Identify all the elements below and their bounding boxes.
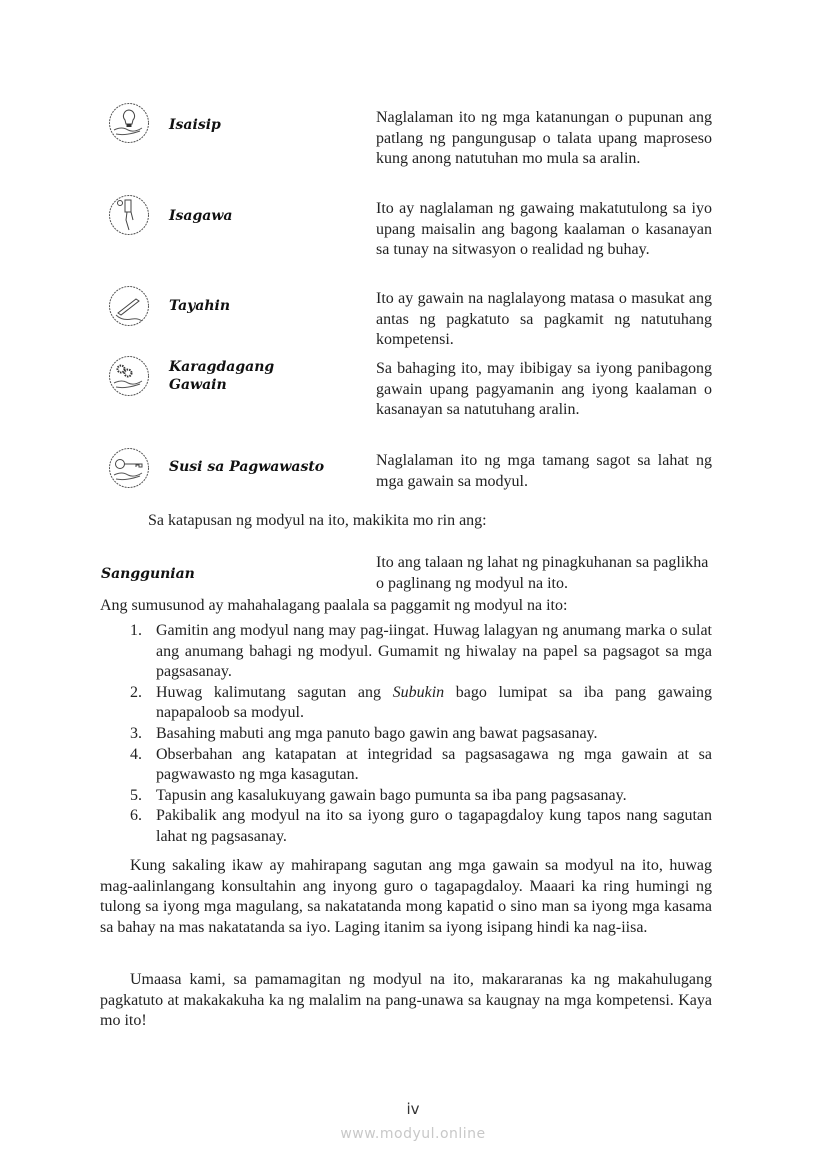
- section-isaisip: [100, 100, 712, 190]
- list-item: 5. Tapusin ang kasalukuyang gawain bago pumunta sa iba pang pagsasanay.: [130, 786, 627, 804]
- section-description: Naglalaman ito ng mga tamang sagot sa lahat ng mga gawain sa modyul.: [376, 452, 712, 490]
- gears-hand-icon: [108, 355, 150, 397]
- section-label: Sanggunian: [101, 566, 195, 582]
- hand-tools-icon: [108, 194, 150, 236]
- section-description: Naglalaman ito ng mga katanungan o pupunan ang patlang ng pangungusap o talata upang maproseso kung anong natutuhan mo mula sa aralin.: [376, 109, 712, 168]
- closing-paragraph: Umaasa kami, sa pamamagitan ng modyul na ito, makararanas ka ng makahulugang pagkatuto at makakakuha ka ng malalim na pang-unawa sa kaugnay na mga kompetensi. Kaya mo ito!: [100, 971, 712, 1030]
- section-description: Sa bahaging ito, may ibibigay sa iyong panibagong gawain upang pagyamanin ang iyong kaalaman o kasanayan sa natutuhang aralin.: [376, 360, 712, 419]
- section-label: Susi sa Pagwawasto: [169, 459, 325, 475]
- list-item: 2. Huwag kalimutang sagutan ang Subukin bago lumipat sa iba pang gawaing napapaloob sa modyul.: [130, 683, 713, 722]
- key-hand-icon: [108, 447, 150, 489]
- section-isagawa: [100, 192, 712, 282]
- section-susi-sa-pagwawasto: [100, 447, 712, 497]
- reminders-list: [100, 621, 712, 848]
- section-label: Karagdagang Gawain: [169, 359, 275, 393]
- end-intro: Sa katapusan ng modyul na ito, makikita mo rin ang:: [148, 512, 487, 529]
- list-item: 3. Basahing mabuti ang mga panuto bago gawin ang bawat pagsasanay.: [130, 724, 598, 742]
- section-description: Ito ay naglalaman ng gawaing makatutulong sa iyo upang maisalin ang bagong kaalaman o kasanayan sa tunay na sitwasyon o realidad ng buhay.: [376, 200, 712, 259]
- section-description: Ito ay gawain na naglalayong matasa o masukat ang antas ng pagkatuto sa pagkamit ng natutuhang kompetensi.: [376, 290, 712, 349]
- section-sanggunian: [100, 553, 712, 597]
- section-description: Ito ang talaan ng lahat ng pinagkuhanan sa paglikha o paglinang ng modyul na ito.: [376, 554, 709, 592]
- section-label: Isagawa: [169, 208, 233, 224]
- section-label: Isaisip: [169, 117, 221, 133]
- list-item: 1. Gamitin ang modyul nang may pag-iingat. Huwag lalagyan ng anumang marka o sulat ang anumang bahagi ng modyul. Gumamit ng hiwalay na papel sa pagsagot sa mga pagsasanay.: [130, 622, 712, 681]
- lightbulb-hand-icon: [108, 102, 150, 144]
- section-label: Tayahin: [169, 298, 231, 314]
- section-tayahin: [100, 285, 712, 355]
- page-number: iv: [406, 1100, 420, 1118]
- list-item: 4. Obserbahan ang katapatan at integridad sa pagsasagawa ng mga gawain at sa pagwawasto ng mga kasagutan.: [130, 745, 712, 784]
- reminders-intro: Ang sumusunod ay mahahalagang paalala sa paggamit ng modyul na ito:: [100, 597, 568, 614]
- section-karagdagang-gawain: [100, 355, 712, 450]
- list-item: 6. Pakibalik ang modyul na ito sa iyong guro o tagapagdaloy kung tapos nang sagutan lahat ng pagsasanay.: [130, 807, 712, 845]
- hand-pen-icon: [108, 285, 150, 327]
- closing-paragraph: Kung sakaling ikaw ay mahirapang sagutan ang mga gawain sa modyul na ito, huwag mag-aalinlangang konsultahin ang inyong guro o tagapagdaloy. Maaari ka ring humingi ng tulong sa iyong mga magulang, sa nakatatanda mong kapatid o sino man sa iyong mga kasama sa bahay na mas nakatatanda sa iyo. Laging itanim sa iyong isipang hindi ka nag-iisa.: [100, 857, 712, 936]
- watermark: www.modyul.online: [340, 1126, 486, 1142]
- emphasis-subukin: Subukin: [392, 683, 445, 701]
